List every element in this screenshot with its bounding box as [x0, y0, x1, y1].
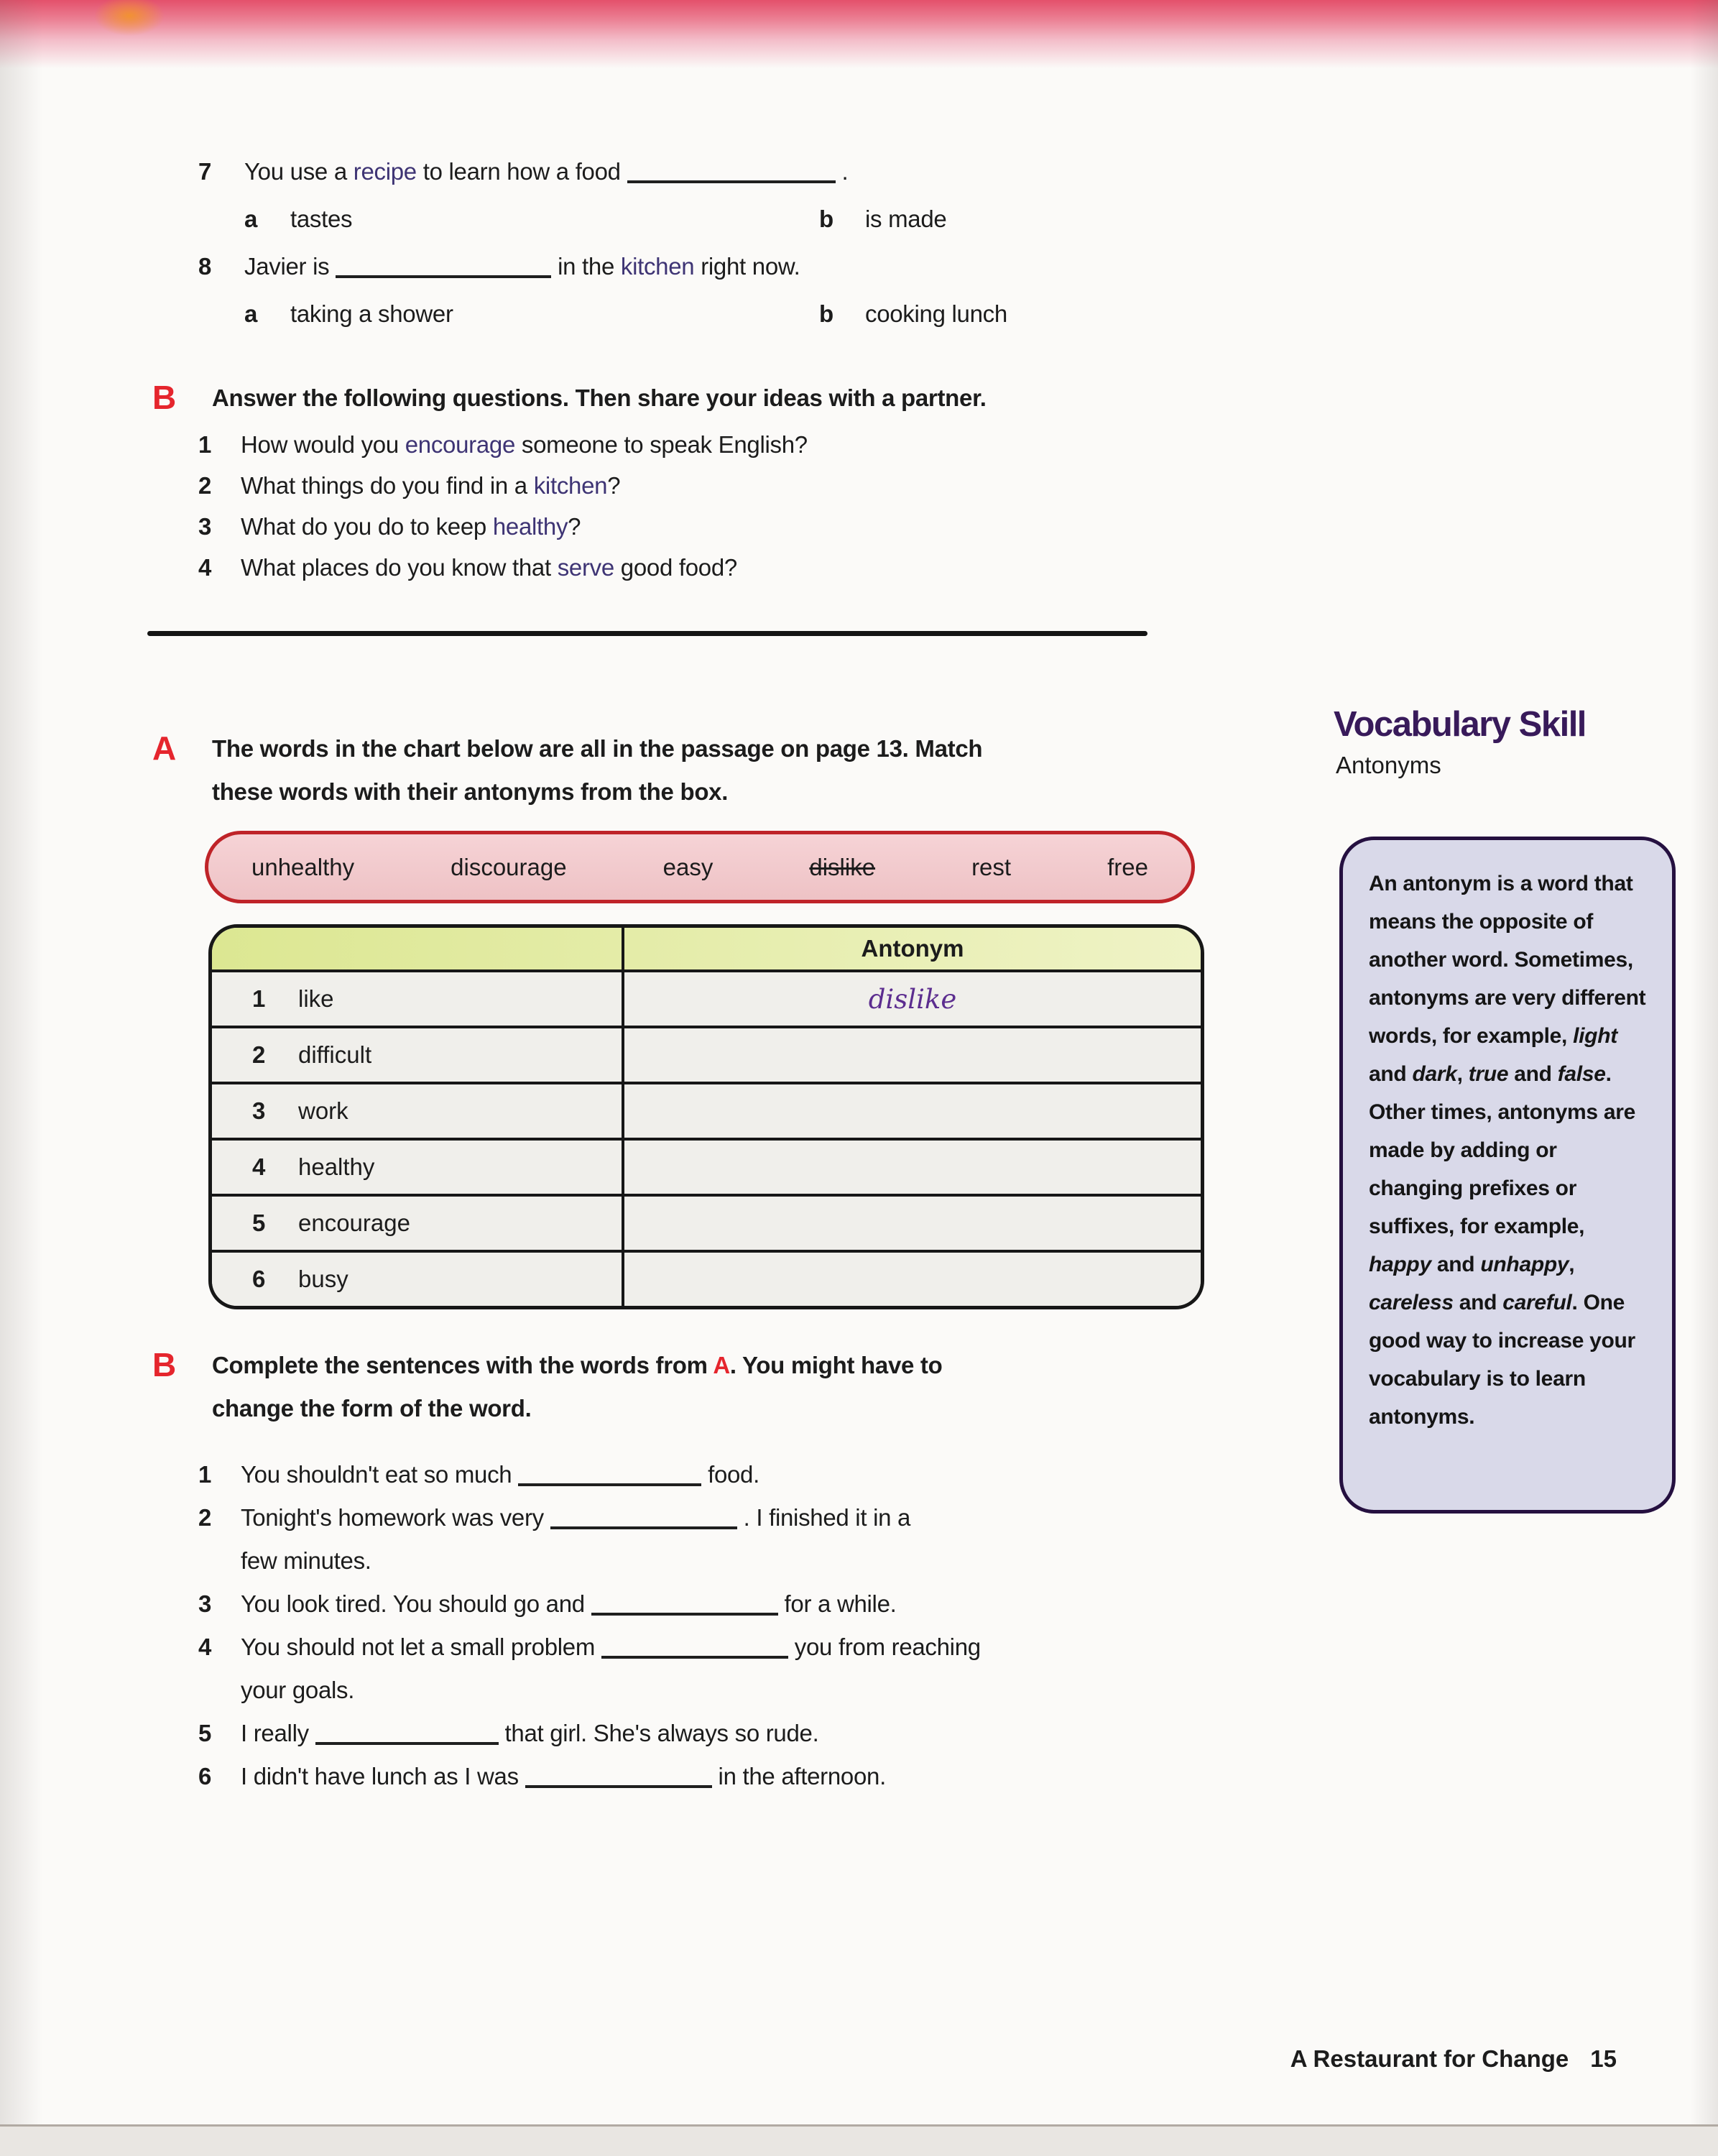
sentence-text: [241, 1755, 886, 1798]
question-number: 1: [198, 431, 212, 458]
vocabulary-skill-title: Vocabulary Skill: [1334, 705, 1586, 744]
text-segment: How would you: [241, 431, 405, 458]
text-segment: . Other times, antonyms are made by adding or changing prefixes or suffixes, for example,: [1369, 1062, 1635, 1238]
sentence-number: 5: [198, 1720, 212, 1746]
answer-blank: [627, 159, 836, 183]
text-segment: careless: [1369, 1291, 1454, 1314]
text-segment: A: [713, 1352, 730, 1378]
row-number: 6: [252, 1266, 266, 1292]
text-segment: false: [1557, 1062, 1606, 1086]
heading-line-2: change the form of the word.: [212, 1395, 532, 1422]
sentence-row: [198, 1453, 981, 1496]
text-segment: . I finished it in a: [736, 1504, 911, 1531]
text-segment: that girl. She's always so rude.: [498, 1720, 819, 1746]
text-segment: in the: [551, 253, 621, 280]
table-row: [212, 1141, 1201, 1197]
row-number: 1: [252, 985, 266, 1012]
option-text: is made: [865, 206, 947, 232]
question-row: [198, 253, 1007, 300]
option-text: tastes: [290, 206, 353, 232]
question-row: [198, 472, 808, 513]
text-segment: . You might have to: [729, 1352, 943, 1378]
table-header-row: [212, 928, 1201, 972]
row-word: healthy: [298, 1153, 375, 1180]
table-row: [212, 1197, 1201, 1253]
question-text: [241, 554, 737, 595]
text-segment: I really: [241, 1720, 315, 1746]
text-segment: You shouldn't eat so much: [241, 1461, 519, 1488]
table-row: [212, 1253, 1201, 1306]
option-label: a: [244, 300, 258, 327]
sentence-text: [241, 1496, 910, 1583]
answer-blank: [518, 1462, 701, 1486]
text-segment: encourage: [405, 431, 516, 458]
row-number: 4: [252, 1153, 266, 1180]
answer-blank: [601, 1634, 788, 1659]
question-number: 4: [198, 554, 212, 581]
text-segment: dark: [1412, 1062, 1457, 1086]
sentence-row: [198, 1755, 981, 1798]
text-segment: you from reaching: [788, 1634, 981, 1660]
antonym-table: [208, 924, 1204, 1309]
row-word: busy: [298, 1266, 348, 1292]
text-segment: light: [1573, 1024, 1617, 1048]
text-segment: You use a: [244, 158, 354, 185]
table-header-empty-cell: [212, 928, 624, 969]
text-segment: discourage: [451, 853, 567, 880]
option-text: cooking lunch: [865, 300, 1007, 327]
section-letter: B: [152, 1346, 177, 1383]
text-segment: few minutes.: [241, 1547, 371, 1574]
vocabulary-skill-note: [1339, 837, 1676, 1514]
discussion-questions: [198, 431, 808, 595]
handwritten-answer: dislike: [868, 983, 957, 1015]
sentence-text: [241, 1712, 818, 1755]
table-row: [212, 1084, 1201, 1141]
sentence-row: [198, 1712, 981, 1755]
text-segment: Javier is: [244, 253, 336, 280]
sentence-text: [241, 1626, 981, 1712]
table-header-antonym: Antonym: [861, 935, 964, 962]
text-segment: and: [1369, 1062, 1413, 1086]
scan-edge-right: [1686, 0, 1718, 2156]
text-segment: I didn't have lunch as I was: [241, 1763, 525, 1789]
answer-blank: [591, 1591, 778, 1616]
page-footer: [1290, 2045, 1617, 2073]
text-segment: What do you do to keep: [241, 513, 493, 540]
text-segment: in the afternoon.: [711, 1763, 886, 1789]
question-row: [198, 158, 1007, 206]
table-row: [212, 972, 1201, 1028]
text-segment: your goals.: [241, 1677, 355, 1703]
text-segment: unhealthy: [251, 853, 355, 880]
text-segment: to learn how a food: [416, 158, 627, 185]
text-segment: healthy: [492, 513, 568, 540]
sentence-number: 4: [198, 1634, 212, 1660]
text-segment: good food?: [614, 554, 737, 581]
question-number: 2: [198, 472, 212, 499]
question-text: [244, 253, 800, 300]
section-heading: Answer the following questions. Then share your ideas with a partner.: [212, 384, 987, 411]
question-row: [198, 554, 808, 595]
section-a-antonym-match-header: [152, 727, 982, 814]
option-b: [819, 300, 1007, 348]
text-segment: . One good way to increase your vocabulary is to learn antonyms.: [1369, 1291, 1635, 1429]
question-row: [198, 513, 808, 554]
text-segment: for a while.: [777, 1590, 897, 1617]
row-number: 2: [252, 1041, 266, 1068]
text-segment: right now.: [694, 253, 800, 280]
word-bank: [205, 831, 1195, 903]
heading-line-1: [212, 1344, 942, 1387]
section-b-discussion-header: [152, 377, 987, 420]
row-word: encourage: [298, 1210, 410, 1236]
question-number: 8: [198, 253, 212, 280]
sentence-text: [241, 1453, 759, 1496]
text-segment: and: [1453, 1291, 1503, 1314]
text-segment: .: [835, 158, 849, 185]
row-word: difficult: [298, 1041, 372, 1068]
text-segment: ?: [607, 472, 621, 499]
question-text: [241, 431, 808, 472]
section-letter: B: [152, 379, 177, 416]
heading-line-1: The words in the chart below are all in the passage on page 13. Match: [212, 735, 983, 762]
question-text: [241, 513, 581, 554]
text-segment: and: [1508, 1062, 1558, 1086]
row-word: like: [298, 985, 334, 1012]
section-b-fill-in-header: [152, 1344, 942, 1430]
option-label: b: [819, 206, 833, 232]
sentence-number: 3: [198, 1590, 212, 1617]
text-segment: An antonym is a word that means the opposite of another word. Sometimes, antonyms are very different words, for example,: [1369, 872, 1646, 1048]
question-number: 3: [198, 513, 212, 540]
options-row: [198, 300, 1007, 348]
table-row: [212, 1028, 1201, 1084]
text-segment: kitchen: [533, 472, 608, 499]
option-b: [819, 206, 946, 253]
row-number: 5: [252, 1210, 266, 1236]
option-text: taking a shower: [290, 300, 453, 327]
page-top-decoration: [0, 0, 1718, 68]
text-segment: true: [1468, 1062, 1509, 1086]
text-segment: ?: [568, 513, 581, 540]
text-segment: food.: [701, 1461, 759, 1488]
text-segment: Tonight's homework was very: [241, 1504, 550, 1531]
text-segment: careful: [1502, 1291, 1572, 1314]
answer-blank: [336, 254, 551, 278]
option-label: b: [819, 300, 833, 327]
text-segment: What things do you find in a: [241, 472, 534, 499]
text-segment: happy: [1369, 1253, 1431, 1276]
text-segment: Complete the sentences with the words from: [212, 1352, 713, 1378]
text-segment: ,: [1569, 1253, 1575, 1276]
text-segment: kitchen: [620, 253, 695, 280]
question-number: 7: [198, 158, 212, 185]
text-segment: You should not let a small problem: [241, 1634, 601, 1660]
answer-blank: [550, 1505, 737, 1529]
section-divider: [147, 631, 1147, 636]
sentence-row: [198, 1583, 981, 1626]
section-heading: [212, 727, 982, 814]
footer-page-number: 15: [1590, 2045, 1617, 2072]
row-number: 3: [252, 1097, 266, 1124]
text-segment: someone to speak English?: [515, 431, 808, 458]
text-segment: You look tired. You should go and: [241, 1590, 591, 1617]
multiple-choice-items: [198, 158, 1007, 348]
answer-blank: [525, 1764, 712, 1788]
sentence-number: 1: [198, 1461, 212, 1488]
text-segment: dislike: [809, 853, 876, 880]
row-word: work: [298, 1097, 348, 1124]
text-segment: What places do you know that: [241, 554, 558, 581]
text-segment: unhappy: [1480, 1253, 1569, 1276]
options-row: [198, 206, 1007, 253]
fill-in-sentences: [198, 1453, 981, 1798]
text-segment: easy: [662, 853, 713, 880]
sentence-number: 6: [198, 1763, 212, 1789]
text-segment: ,: [1456, 1062, 1469, 1086]
question-text: [244, 158, 848, 206]
option-label: a: [244, 206, 258, 232]
footer-title: A Restaurant for Change: [1290, 2045, 1569, 2072]
sentence-number: 2: [198, 1504, 212, 1531]
option-a: [244, 206, 819, 253]
text-segment: free: [1107, 853, 1148, 880]
page-bottom-edge: [0, 2124, 1718, 2156]
section-heading: [212, 1344, 942, 1430]
text-segment: recipe: [353, 158, 417, 185]
scan-edge-left: [0, 0, 50, 2156]
question-row: [198, 431, 808, 472]
text-segment: serve: [557, 554, 614, 581]
sentence-text: [241, 1583, 897, 1626]
option-a: [244, 300, 819, 348]
sentence-row: [198, 1626, 981, 1712]
sentence-row: [198, 1496, 981, 1583]
heading-line-2: these words with their antonyms from the box.: [212, 778, 729, 805]
vocabulary-skill-subtitle: Antonyms: [1336, 752, 1441, 778]
answer-blank: [315, 1720, 499, 1745]
text-segment: rest: [971, 853, 1012, 880]
text-segment: and: [1431, 1253, 1481, 1276]
question-text: [241, 472, 620, 513]
section-letter: A: [152, 729, 177, 767]
